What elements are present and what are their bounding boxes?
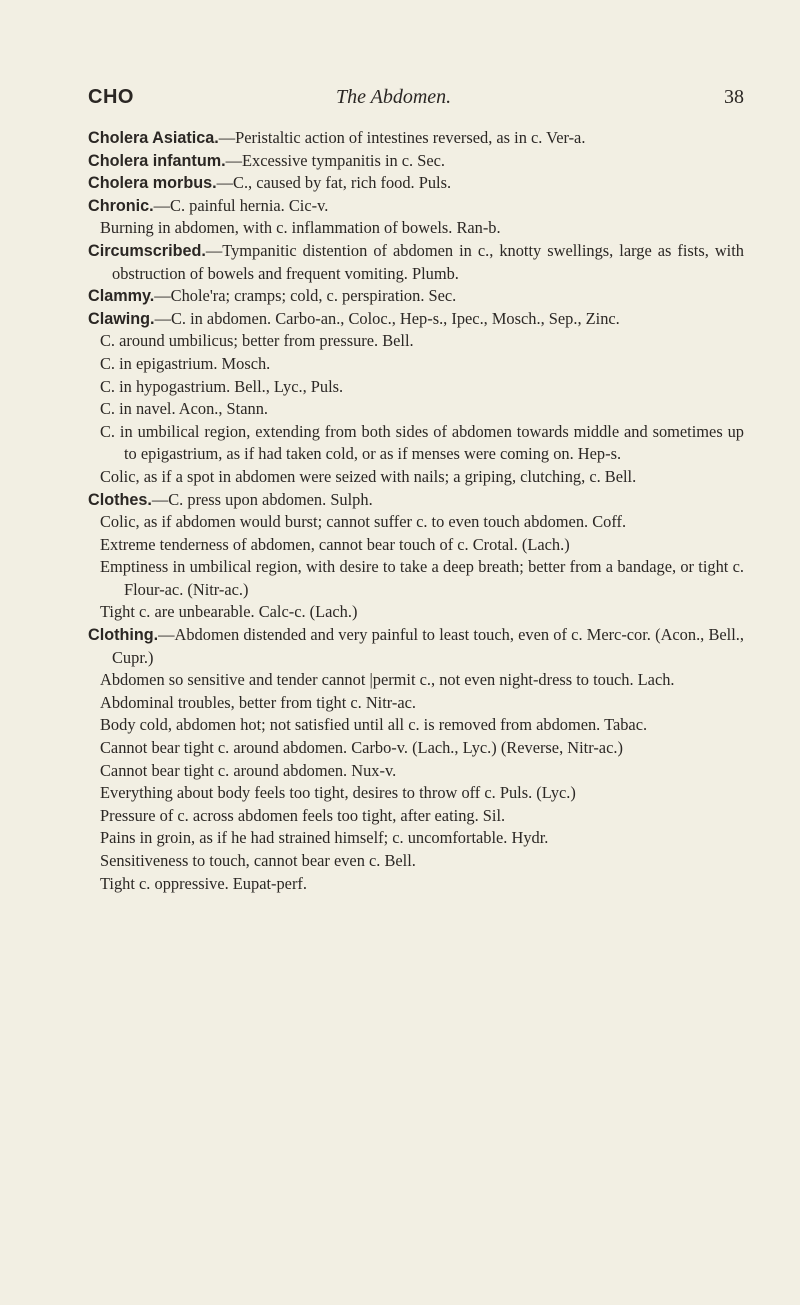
running-header	[88, 86, 748, 116]
entry-text: Abdominal troubles, better from tight c. Nitr-ac.	[100, 692, 417, 712]
entry-text: Emptiness in umbilical region, with desire to take a deep breath; better from a bandage, or tight c. Flour-ac. (Nitr-ac.)	[100, 557, 744, 599]
subentry	[100, 760, 744, 783]
subentry	[100, 669, 744, 692]
entry-text: Cannot bear tight c. around abdomen. Carbo-v. (Lach., Lyc.) (Reverse, Nitr-ac.)	[100, 738, 623, 758]
entry-heading: Circumscribed.	[88, 241, 206, 260]
header-chapter-title: The Abdomen.	[336, 86, 452, 108]
subentry	[100, 714, 744, 737]
entry-text: —Tympanitic distention of abdomen in c., knotty swellings, large as fists, with obstruction of bowels and frequent vomiting. Plumb.	[112, 240, 744, 283]
entry	[88, 308, 744, 331]
entry	[88, 240, 744, 285]
entry-text: —Peristaltic action of intestines reversed, as in c. Ver-a.	[218, 128, 586, 147]
entry-text: Pains in groin, as if he had strained himself; c. uncomfortable. Hydr.	[100, 828, 549, 848]
body-text	[88, 127, 744, 895]
entry-text: Cannot bear tight c. around abdomen. Nux-v.	[100, 760, 397, 780]
subentry	[100, 556, 744, 601]
entry	[88, 127, 744, 150]
entry-text: C. in hypogastrium. Bell., Lyc., Puls.	[100, 376, 344, 396]
subentry	[100, 398, 744, 421]
entry-text: —C. press upon abdomen. Sulph.	[151, 489, 373, 509]
entry-text: —C. in abdomen. Carbo-an., Coloc., Hep-s., Ipec., Mosch., Sep., Zinc.	[154, 308, 620, 328]
entry	[88, 172, 744, 195]
page-number: 38	[724, 86, 744, 108]
subentry	[100, 376, 744, 399]
entry-text: Tight c. are unbearable. Calc-c. (Lach.)	[100, 602, 358, 622]
entry-text: Colic, as if a spot in abdomen were seized with nails; a griping, clutching, c. Bell.	[100, 466, 637, 486]
entry-heading: Cholera infantum.	[88, 151, 226, 170]
entry-text: Everything about body feels too tight, desires to throw off c. Puls. (Lyc.)	[100, 783, 576, 803]
entry-heading: Clothes.	[88, 490, 152, 509]
entry-text: —Abdomen distended and very painful to least touch, even of c. Merc-cor. (Acon., Bell., Cupr.)	[112, 625, 744, 667]
subentry	[100, 421, 744, 466]
subentry	[100, 534, 744, 557]
entry	[88, 195, 744, 218]
subentry	[100, 827, 744, 850]
subentry	[100, 601, 744, 624]
entry-heading: Clothing.	[88, 626, 159, 645]
entry-text: Burning in abdomen, with c. inflammation of bowels. Ran-b.	[100, 218, 501, 238]
subentry	[100, 511, 744, 534]
header-keyword: CHO	[88, 86, 134, 108]
entry-text: —Excessive tympanitis in c. Sec.	[225, 150, 446, 170]
entry-text: C. around umbilicus; better from pressure. Bell.	[100, 331, 414, 351]
subentry	[100, 330, 744, 353]
entry-text: C. in umbilical region, extending from both sides of abdomen towards middle and sometimes up to epigastrium, as if had taken cold, or as if menses were coming on. Hep-s.	[100, 421, 744, 464]
entry-heading: Cholera morbus.	[88, 174, 217, 193]
subentry	[100, 850, 744, 873]
entry-text: Extreme tenderness of abdomen, cannot bear touch of c. Crotal. (Lach.)	[100, 534, 570, 554]
entry-text: —C. painful hernia. Cic-v.	[153, 195, 329, 215]
entry-text: Sensitiveness to touch, cannot bear even c. Bell.	[100, 851, 416, 870]
subentry	[100, 466, 744, 489]
subentry	[100, 217, 744, 240]
entry-text: Abdomen so sensitive and tender cannot |permit c., not even night-dress to touch. Lach.	[100, 670, 675, 690]
entry-text: —Chole'ra; cramps; cold, c. perspiration. Sec.	[154, 286, 457, 306]
subentry	[100, 873, 744, 896]
subentry	[100, 805, 744, 828]
entry	[88, 624, 744, 669]
entry-heading: Chronic.	[88, 196, 154, 215]
entry-text: —C., caused by fat, rich food. Puls.	[216, 173, 452, 193]
entry-text: Tight c. oppressive. Eupat-perf.	[100, 873, 307, 893]
entry-heading: Clawing.	[88, 309, 155, 328]
entry-heading: Cholera Asiatica.	[88, 129, 219, 147]
entry-text: Pressure of c. across abdomen feels too tight, after eating. Sil.	[100, 805, 506, 825]
entry	[88, 285, 744, 308]
entry-text: C. in epigastrium. Mosch.	[100, 353, 271, 373]
subentry	[100, 353, 744, 376]
subentry	[100, 692, 744, 715]
entry-text: C. in navel. Acon., Stann.	[100, 399, 268, 419]
subentry	[100, 782, 744, 805]
entry-text: Colic, as if abdomen would burst; cannot suffer c. to even touch abdomen. Coff.	[100, 512, 627, 532]
entry	[88, 150, 744, 173]
subentry	[100, 737, 744, 760]
entry	[88, 489, 744, 512]
entry-heading: Clammy.	[88, 287, 155, 306]
entry-text: Body cold, abdomen hot; not satisfied until all c. is removed from abdomen. Tabac.	[100, 715, 648, 735]
